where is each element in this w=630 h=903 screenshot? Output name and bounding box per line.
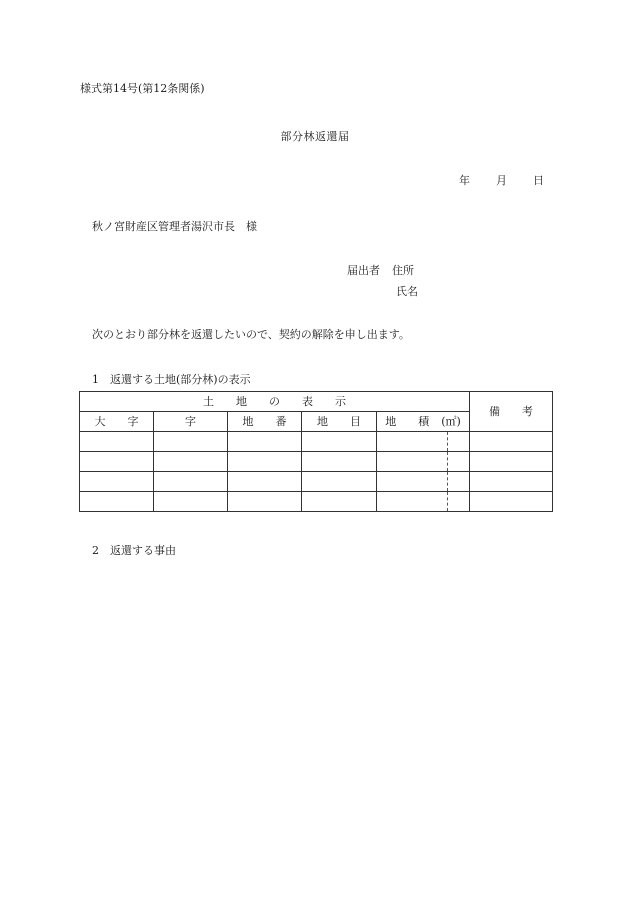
chiseki-label: 地 積	[385, 415, 430, 428]
table-cell[interactable]	[302, 432, 377, 452]
table-cell[interactable]	[80, 452, 154, 472]
date-line	[459, 172, 544, 188]
form-number: 様式第14号(第12条関係)	[80, 82, 205, 95]
chimoku-header: 地 目	[302, 412, 377, 432]
land-table	[79, 391, 553, 512]
applicant-label: 届出者	[347, 264, 380, 277]
table-row	[80, 492, 553, 512]
table-cell-remarks[interactable]	[470, 432, 553, 452]
date-day: 日	[533, 174, 544, 187]
table-cell[interactable]	[302, 472, 377, 492]
table-cell-area[interactable]	[377, 452, 470, 472]
table-row	[80, 452, 553, 472]
table-cell[interactable]	[154, 472, 228, 492]
table-cell-area[interactable]	[377, 472, 470, 492]
document-title: 部分林返還届	[280, 130, 350, 143]
table-row	[80, 472, 553, 492]
aza-header: 字	[154, 412, 228, 432]
statement-text: 次のとおり部分林を返還したいので、契約の解除を申し出ます。	[92, 328, 410, 341]
chiban-header: 地 番	[228, 412, 302, 432]
table-cell-remarks[interactable]	[470, 472, 553, 492]
date-year: 年	[459, 174, 470, 187]
table-cell[interactable]	[302, 452, 377, 472]
table-cell[interactable]	[80, 492, 154, 512]
name-label: 氏名	[396, 285, 418, 298]
date-month: 月	[496, 174, 507, 187]
table-cell[interactable]	[228, 492, 302, 512]
address-label: 住所	[392, 264, 414, 277]
table-cell[interactable]	[228, 432, 302, 452]
table-cell[interactable]	[302, 492, 377, 512]
land-display-header: 土 地 の 表 示	[80, 392, 470, 412]
table-header-row	[80, 392, 553, 412]
remarks-header: 備 考	[470, 392, 553, 432]
table-cell[interactable]	[228, 452, 302, 472]
table-cell-remarks[interactable]	[470, 452, 553, 472]
addressee: 秋ノ宮財産区管理者湯沢市長 様	[92, 220, 257, 233]
chiseki-unit: (㎡)	[441, 415, 461, 428]
table-cell[interactable]	[80, 432, 154, 452]
table-cell[interactable]	[154, 452, 228, 472]
table-cell[interactable]	[80, 472, 154, 492]
oaza-header: 大 字	[80, 412, 154, 432]
applicant-name-line	[396, 283, 418, 299]
section2-title: 2 返還する事由	[92, 544, 176, 557]
table-cell-area[interactable]	[377, 492, 470, 512]
chiseki-header	[377, 412, 470, 432]
table-cell-area[interactable]	[377, 432, 470, 452]
table-cell[interactable]	[228, 472, 302, 492]
table-cell[interactable]	[154, 492, 228, 512]
section1-title: 1 返還する土地(部分林)の表示	[92, 373, 251, 386]
table-cell[interactable]	[154, 432, 228, 452]
applicant-address-line	[347, 262, 414, 278]
table-cell-remarks[interactable]	[470, 492, 553, 512]
table-row	[80, 432, 553, 452]
